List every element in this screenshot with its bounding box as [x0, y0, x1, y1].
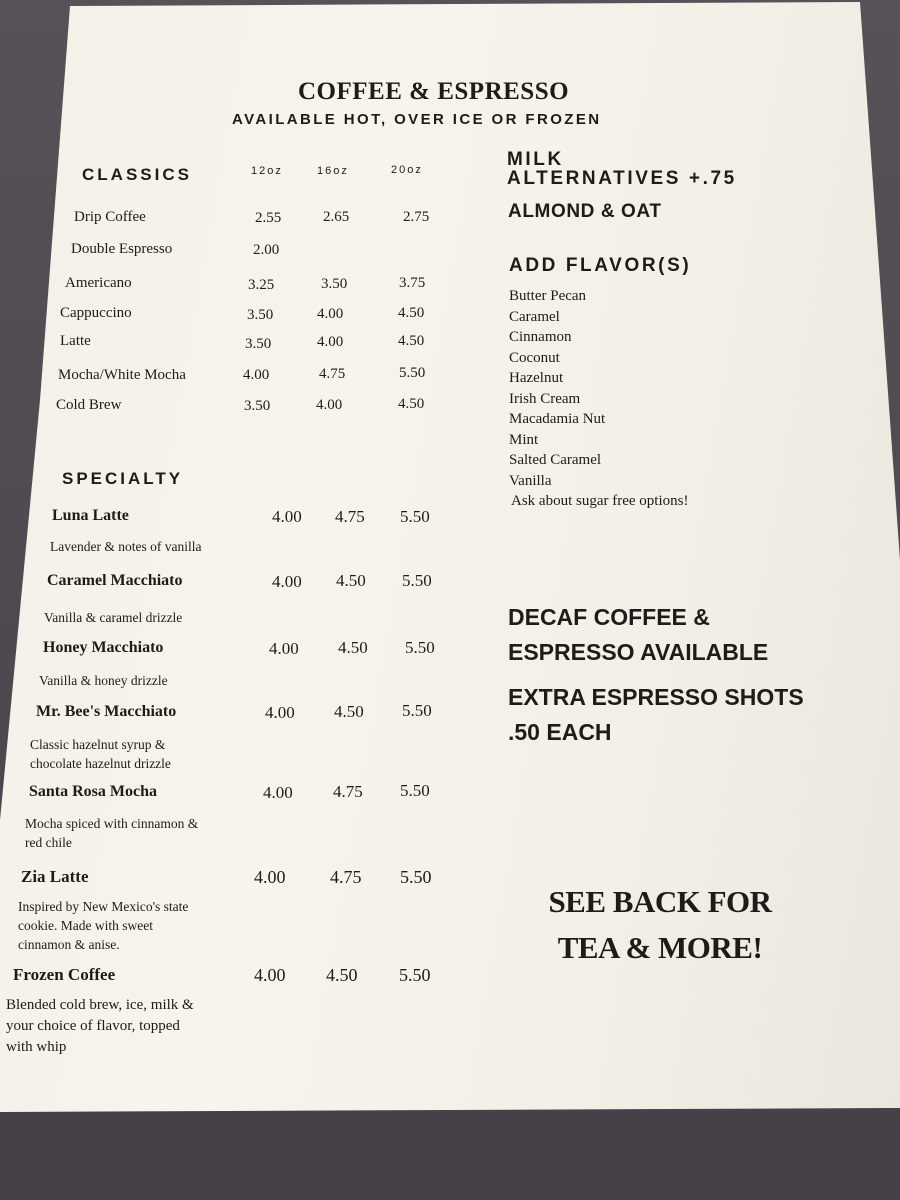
specialty-item-description: Mocha spiced with cinnamon & red chile: [25, 816, 199, 850]
price-12oz: 4.00: [254, 867, 286, 887]
specialty-item-description: Inspired by New Mexico's state cookie. Made with sweet cinnamon & anise.: [18, 899, 189, 952]
price-16oz: 2.65: [323, 209, 350, 225]
specialty-heading: SPECIALTY: [62, 469, 184, 488]
menu-title: COFFEE & ESPRESSO: [298, 78, 570, 105]
price-16oz: 4.75: [335, 507, 365, 526]
classics-item-name: Mocha/White Mocha: [58, 367, 186, 383]
classics-item-name: Cold Brew: [56, 397, 122, 413]
price-16oz: 4.00: [317, 306, 344, 322]
list-item: Coconut: [509, 349, 560, 366]
see-back-line1: SEE BACK FOR: [548, 884, 772, 919]
list-item: Butter Pecan: [509, 288, 587, 304]
price-12oz: 2.00: [253, 242, 280, 258]
list-item: Vanilla: [509, 472, 552, 489]
classics-item-name: Cappuccino: [60, 305, 132, 321]
price-12oz: 4.00: [254, 965, 286, 985]
price-20oz: 5.50: [405, 638, 435, 657]
specialty-item-name: Frozen Coffee: [13, 965, 116, 984]
specialty-item-description: Vanilla & caramel drizzle: [44, 610, 183, 625]
flavors-list: [509, 286, 688, 512]
price-20oz: 4.50: [398, 333, 425, 349]
list-item: Hazelnut: [509, 370, 564, 386]
price-12oz: 2.55: [255, 210, 282, 226]
price-16oz: 4.75: [333, 782, 363, 801]
price-16oz: 4.00: [317, 334, 344, 350]
size-16oz-label: 16oz: [317, 165, 349, 177]
price-20oz: 5.50: [400, 867, 432, 887]
price-12oz: 4.00: [269, 639, 299, 658]
menu-subtitle: AVAILABLE HOT, OVER ICE OR FROZEN: [232, 111, 602, 128]
specialty-item-name: Honey Macchiato: [43, 639, 164, 656]
decaf-line1: DECAF COFFEE &: [508, 604, 710, 630]
list-item: Cinnamon: [509, 329, 572, 345]
size-20oz-label: 20oz: [391, 164, 423, 176]
milk-options: ALMOND & OAT: [508, 201, 662, 222]
price-12oz: 3.50: [245, 336, 272, 352]
price-20oz: 5.50: [399, 965, 431, 985]
price-20oz: 5.50: [402, 571, 432, 590]
price-16oz: 3.50: [321, 276, 348, 292]
size-12oz-label: 12oz: [251, 165, 283, 177]
price-16oz: 4.75: [319, 366, 346, 382]
specialty-item-name: Santa Rosa Mocha: [29, 783, 158, 800]
classics-item-name: Drip Coffee: [74, 209, 146, 225]
price-16oz: 4.50: [334, 702, 364, 721]
price-20oz: 5.50: [399, 365, 426, 381]
list-item: Salted Caramel: [509, 452, 602, 468]
specialty-item-description: Classic hazelnut syrup & chocolate hazelnut drizzle: [30, 737, 171, 771]
decaf-line2: ESPRESSO AVAILABLE: [508, 639, 769, 665]
price-20oz: 4.50: [398, 305, 425, 321]
price-20oz: 5.50: [400, 507, 430, 526]
list-item: Caramel: [509, 308, 560, 325]
flavors-heading: ADD FLAVOR(S): [509, 255, 692, 276]
price-16oz: 4.75: [330, 867, 362, 887]
price-20oz: 2.75: [403, 209, 430, 225]
price-12oz: 4.00: [265, 703, 295, 722]
see-back-line2: TEA & MORE!: [557, 930, 763, 965]
price-12oz: 4.00: [263, 783, 293, 802]
milk-heading-line1: MILK: [507, 149, 564, 170]
price-12oz: 3.50: [247, 307, 274, 323]
price-20oz: 5.50: [400, 781, 430, 800]
specialty-item-name: Zia Latte: [21, 867, 89, 886]
price-12oz: 3.25: [248, 277, 275, 293]
sugar-free-note: Ask about sugar free options!: [511, 493, 689, 509]
specialty-item-description: Lavender & notes of vanilla: [50, 539, 202, 554]
price-20oz: 3.75: [399, 275, 426, 291]
specialty-item-name: Caramel Macchiato: [47, 572, 183, 589]
milk-heading-line2: ALTERNATIVES +.75: [507, 168, 737, 189]
classics-heading: CLASSICS: [82, 165, 192, 184]
classics-item-name: Americano: [65, 275, 132, 291]
specialty-item-name: Luna Latte: [52, 507, 129, 524]
extra-shots-line2: .50 EACH: [508, 719, 612, 745]
list-item: Irish Cream: [509, 390, 581, 407]
price-12oz: 3.50: [244, 398, 271, 414]
price-16oz: 4.50: [338, 638, 368, 657]
classics-item-name: Latte: [60, 333, 91, 349]
price-12oz: 4.00: [272, 507, 302, 526]
price-20oz: 5.50: [402, 701, 432, 720]
price-16oz: 4.50: [336, 571, 366, 590]
specialty-item-description: Vanilla & honey drizzle: [39, 673, 168, 688]
classics-item-name: Double Espresso: [71, 241, 173, 257]
specialty-item-description: Blended cold brew, ice, milk & your choice of flavor, topped with whip: [6, 997, 194, 1055]
price-12oz: 4.00: [272, 572, 302, 591]
price-16oz: 4.50: [326, 965, 358, 985]
list-item: Mint: [509, 431, 539, 448]
price-20oz: 4.50: [398, 396, 425, 412]
price-12oz: 4.00: [243, 367, 270, 383]
extra-shots-line1: EXTRA ESPRESSO SHOTS: [508, 684, 804, 710]
price-16oz: 4.00: [316, 397, 343, 413]
list-item: Macadamia Nut: [509, 411, 606, 427]
specialty-item-name: Mr. Bee's Macchiato: [36, 703, 177, 720]
